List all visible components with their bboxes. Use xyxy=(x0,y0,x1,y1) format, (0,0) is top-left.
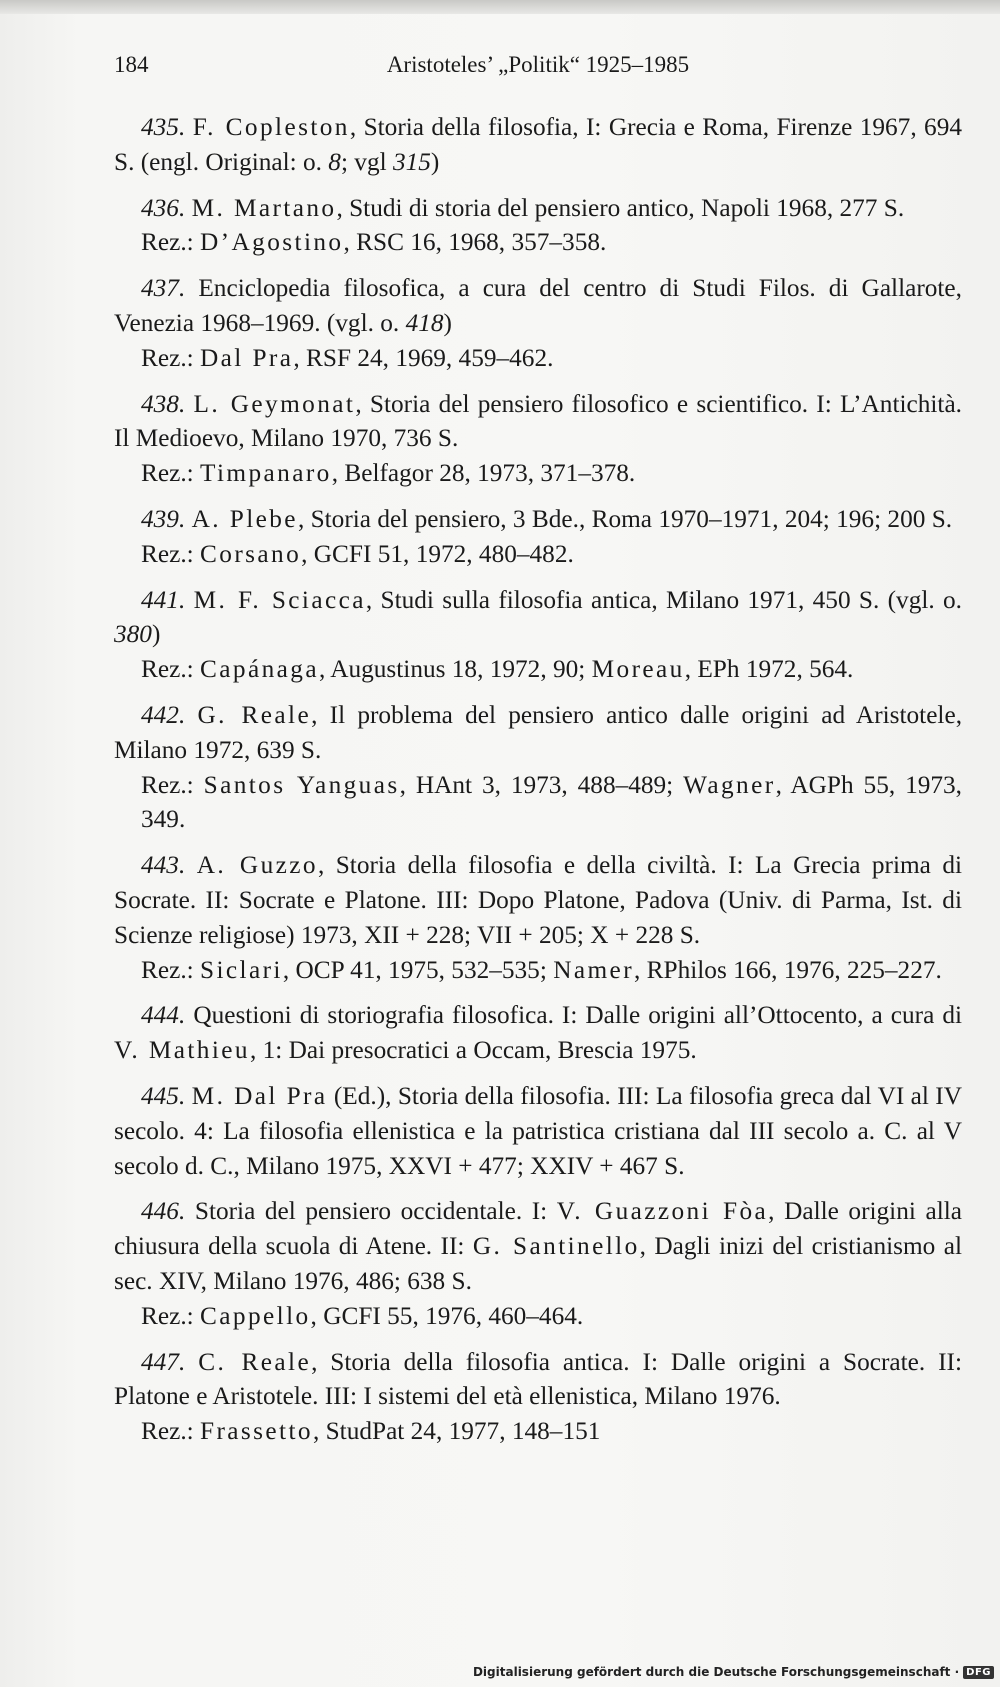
review-line: Rez.: D’Agostino, RSC 16, 1968, 357–358. xyxy=(141,228,607,257)
entry-number: 445. xyxy=(141,1081,186,1110)
page-number: 184 xyxy=(114,52,149,77)
reviewer-name: Corsano xyxy=(200,539,302,568)
entry-citation: 436. M. Martano, Studi di storia del pensiero antico, Napoli 1968, 277 S. xyxy=(141,193,905,222)
reviewer-name: Moreau xyxy=(591,655,685,684)
review-label: Rez.: xyxy=(141,228,201,257)
entry-citation: 439. A. Plebe, Storia del pensiero, 3 Bde., Roma 1970–1971, 204; 196; 200 S. xyxy=(141,504,953,533)
review-label: Rez.: xyxy=(141,459,201,488)
review-label: Rez.: xyxy=(141,539,201,568)
entry-number: 443. xyxy=(141,851,186,880)
footer-credit: Digitalisierung gefördert durch die Deutsche Forschungsgemeinschaft · xyxy=(472,1665,960,1679)
review-line: Rez.: Cappello, GCFI 55, 1976, 460–464. xyxy=(141,1301,584,1330)
bibliography-entry xyxy=(114,1345,962,1449)
entry-number: 438. xyxy=(141,389,186,418)
bibliography-entry xyxy=(114,698,962,837)
bibliography-entry xyxy=(114,110,962,180)
entry-citation: 437. Enciclopedia filosofica, a cura del centro di Studi Filos. di Gallarote, Venezia 1968–1969. (vgl. o. 418) xyxy=(114,274,962,337)
cross-reference: 315 xyxy=(392,147,431,176)
reviewer-name: Capánaga xyxy=(200,655,319,684)
entry-author: G. Santinello xyxy=(472,1232,640,1261)
review-label: Rez.: xyxy=(141,1301,201,1330)
reviewer-name: Santos Yanguas xyxy=(203,770,400,799)
digitization-footer xyxy=(473,1661,994,1683)
review-line: Rez.: Santos Yanguas, HAnt 3, 1973, 488–489; Wagner, AGPh 55, 1973, 349. xyxy=(141,770,962,834)
entry-citation: 447. C. Reale, Storia della filosofia antica. I: Dalle origini a Socrate. II: Platone e Aristotele. III: I sistemi del età ellenistica, Milano 1976. xyxy=(114,1347,962,1411)
reviewer-name: Timpanaro xyxy=(200,459,332,488)
entry-number: 439. xyxy=(141,504,186,533)
reviewer-name: Cappello xyxy=(200,1301,311,1330)
entry-number: 447. xyxy=(141,1347,186,1376)
review-label: Rez.: xyxy=(141,1417,201,1446)
dfg-logo: DFG xyxy=(963,1666,994,1679)
entry-citation: 435. F. Copleston, Storia della filosofia, I: Grecia e Roma, Firenze 1967, 694 S. (engl. Original: o. 8; vgl 315) xyxy=(114,113,962,176)
bibliography-entry xyxy=(114,1079,962,1183)
reviewer-name: Dal Pra xyxy=(200,343,294,372)
entry-number: 446. xyxy=(141,1197,186,1226)
cross-reference: 380 xyxy=(114,620,152,649)
review-label: Rez.: xyxy=(141,955,201,984)
entry-number: 435. xyxy=(141,113,186,141)
entry-author: F. Copleston xyxy=(192,113,350,141)
bibliography-entry xyxy=(114,848,962,987)
bibliography-entry xyxy=(114,387,962,491)
entry-citation: 438. L. Geymonat, Storia del pensiero filosofico e scientifico. I: L’Antichità. Il Medioevo, Milano 1970, 736 S. xyxy=(114,389,962,453)
entry-author: A. Guzzo xyxy=(196,851,318,880)
bibliography-entry xyxy=(114,191,962,261)
entry-number: 441. xyxy=(141,585,186,614)
entry-author: G. Reale xyxy=(197,700,312,729)
entry-author: L. Geymonat xyxy=(193,389,356,418)
entry-citation: 442. G. Reale, Il problema del pensiero antico dalle origini ad Aristotele, Milano 1972, 639 S. xyxy=(114,700,963,764)
reviewer-name: Namer xyxy=(553,955,635,984)
bibliography-entry xyxy=(114,502,962,572)
review-line: Rez.: Timpanaro, Belfagor 28, 1973, 371–378. xyxy=(141,459,636,488)
bibliography-entry xyxy=(114,271,962,375)
entry-author: A. Plebe xyxy=(191,504,298,533)
entry-author: V. Guazzoni Fòa xyxy=(556,1197,769,1226)
entry-number: 437. xyxy=(141,274,186,303)
review-line: Rez.: Corsano, GCFI 51, 1972, 480–482. xyxy=(141,539,574,568)
entry-citation: 443. A. Guzzo, Storia della filosofia e della civiltà. I: La Grecia prima di Socrate. II: Socrate e Platone. III: Dopo Platone, Padova (Univ. di Parma, Ist. di Scienze religiose) 1973, XII + 228; VII + 205; X + 228 S. xyxy=(114,851,963,949)
entry-number: 442. xyxy=(141,700,186,729)
entry-author: M. Dal Pra xyxy=(191,1081,328,1110)
reviewer-name: Frassetto xyxy=(200,1417,313,1446)
bibliography-list xyxy=(114,110,962,1460)
entry-author: M. F. Sciacca xyxy=(193,585,366,614)
entry-number: 436. xyxy=(141,193,186,222)
bibliography-entry xyxy=(114,998,962,1068)
review-line: Rez.: Capánaga, Augustinus 18, 1972, 90; Moreau, EPh 1972, 564. xyxy=(141,655,854,684)
entry-citation: 441. M. F. Sciacca, Studi sulla filosofia antica, Milano 1971, 450 S. (vgl. o. 380) xyxy=(114,585,962,649)
review-line: Rez.: Siclari, OCP 41, 1975, 532–535; Namer, RPhilos 166, 1976, 225–227. xyxy=(141,955,942,984)
entry-number: 444. xyxy=(141,1001,186,1030)
entry-citation: 444. Questioni di storiografia filosofica. I: Dalle origini all’Ottocento, a cura di V. Mathieu, 1: Dai presocratici a Occam, Brescia 1975. xyxy=(114,1001,962,1065)
cross-reference: 418 xyxy=(405,308,444,337)
review-label: Rez.: xyxy=(141,655,201,684)
entry-citation: 445. M. Dal Pra (Ed.), Storia della filosofia. III: La filosofia greca dal VI al IV secolo. 4: La filosofia ellenistica e la patristica cristiana dal III secolo a. C. al V secolo d. C., Milano 1975, XXVI + 477; XXIV + 467 S. xyxy=(114,1081,962,1180)
reviewer-name: Siclari xyxy=(200,955,283,984)
entry-author: V. Mathieu xyxy=(114,1036,250,1065)
review-line: Rez.: Dal Pra, RSF 24, 1969, 459–462. xyxy=(141,343,554,372)
entry-citation: 446. Storia del pensiero occidentale. I: V. Guazzoni Fòa, Dalle origini alla chiusura della scuola di Atene. II: G. Santinello, Dagli inizi del cristianismo al sec. XIV, Milano 1976, 486; 638 S. xyxy=(114,1197,962,1295)
review-label: Rez.: xyxy=(141,770,204,799)
bibliography-entry xyxy=(114,583,962,687)
review-line: Rez.: Frassetto, StudPat 24, 1977, 148–151 xyxy=(141,1417,601,1446)
running-header xyxy=(114,52,962,88)
reviewer-name: Wagner xyxy=(683,770,776,799)
reviewer-name: D’Agostino xyxy=(200,228,344,257)
bibliography-entry xyxy=(114,1194,962,1333)
running-title: Aristoteles’ „Politik“ 1925–1985 xyxy=(386,52,690,77)
page-top-edge xyxy=(0,0,1000,14)
cross-reference: 8 xyxy=(328,147,341,176)
review-label: Rez.: xyxy=(141,343,201,372)
entry-author: C. Reale xyxy=(198,1347,312,1376)
entry-author: M. Martano xyxy=(191,193,337,222)
